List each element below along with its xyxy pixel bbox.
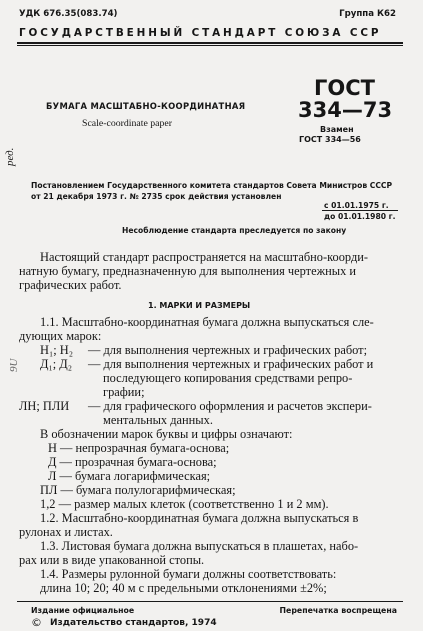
header-rule (17, 42, 403, 44)
designations-intro: В обозначении марок буквы и цифры означают: (40, 427, 293, 441)
grade-mark-n: Н₁; Н₂ (40, 343, 74, 357)
footer-rule (17, 601, 403, 602)
designation-cell-size: 1,2 — размер малых клеток (соответственно 1 и 2 мм). (40, 497, 329, 511)
clause-1-4-line-2: длина 10; 20; 40 м с предельными отклонениями ±2%; (40, 581, 327, 595)
intro-line-3: графических работ. (19, 278, 122, 292)
gost-label: ГОСТ (314, 76, 375, 100)
resolution-line-1: Постановлением Государственного комитета стандартов Совета Министров СССР (31, 181, 393, 190)
section-1-heading: 1. МАРКИ И РАЗМЕРЫ (148, 301, 251, 310)
grade-mark-ln: ЛН; ПЛИ (19, 399, 70, 413)
reprint-prohibited-label: Перепечатка воспрещена (279, 606, 397, 615)
official-edition-label: Издание официальное (31, 606, 135, 615)
clause-1-4-line-1: 1.4. Размеры рулонной бумаги должны соответствовать: (40, 567, 337, 581)
designation-pl: ПЛ — бумага полулогарифмическая; (40, 483, 236, 497)
grade-desc-n: — для выполнения чертежных и графических работ; (88, 343, 368, 357)
designation-d: Д — прозрачная бумага-основа; (48, 455, 217, 469)
clause-1-1-line-2: дующих марок: (19, 329, 102, 343)
grade-desc-d-1: — для выполнения чертежных и графических работ и (88, 357, 374, 371)
designation-l: Л — бумага логарифмическая; (48, 469, 211, 483)
clause-1-3-line-2: рах или в виде упакованной стопы. (19, 553, 205, 567)
intro-line-1: Настоящий стандарт распространяется на масштабно-коорди- (40, 250, 369, 264)
designation-n: Н — непрозрачная бумага-основа; (48, 441, 230, 455)
group-code: Группа К62 (339, 9, 396, 19)
margin-handwritten-note: ред. (4, 147, 16, 166)
header-rule-thin (17, 45, 403, 46)
validity-from: с 01.01.1975 г. (324, 201, 389, 210)
state-standard-banner: ГОСУДАРСТВЕННЫЙ СТАНДАРТ СОЮЗА ССР (19, 27, 382, 39)
copyright-icon: © (31, 616, 42, 629)
validity-to: до 01.01.1980 г. (324, 212, 396, 221)
resolution-line-2: от 21 декабря 1973 г. № 2735 срок действия установлен (31, 192, 282, 201)
gost-number: 334—73 (298, 98, 393, 122)
grade-desc-d-3: графии; (103, 385, 145, 399)
replaces-label: Взамен (320, 125, 354, 134)
document-title-en: Scale-coordinate paper (82, 118, 173, 129)
udk-code: УДК 676.35(083.74) (19, 9, 118, 19)
grade-desc-d-2: последующего копирования средствами репро- (103, 371, 353, 385)
clause-1-2-line-1: 1.2. Масштабно-координатная бумага должна выпускаться в (40, 511, 359, 525)
margin-faded-mark: 9U (8, 358, 20, 372)
clause-1-3-line-1: 1.3. Листовая бумага должна выпускаться в плашетах, набо- (40, 539, 359, 553)
grade-desc-ln-2: ментальных данных. (103, 413, 213, 427)
document-title-ru: БУМАГА МАСШТАБНО-КООРДИНАТНАЯ (46, 101, 246, 111)
replaces-value: ГОСТ 334—56 (299, 135, 361, 144)
grade-mark-d: Д₁; Д₂ (40, 357, 73, 371)
validity-separator (322, 210, 398, 211)
law-warning: Несоблюдение стандарта преследуется по закону (122, 226, 347, 235)
intro-line-2: натную бумагу, предназначенную для выполнения чертежных и (19, 264, 357, 278)
clause-1-2-line-2: рулонах и листах. (19, 525, 113, 539)
publisher-line: Издательство стандартов, 1974 (50, 618, 217, 628)
grade-desc-ln-1: — для графического оформления и расчетов экспери- (88, 399, 372, 413)
clause-1-1-line-1: 1.1. Масштабно-координатная бумага должна выпускаться сле- (40, 315, 374, 329)
